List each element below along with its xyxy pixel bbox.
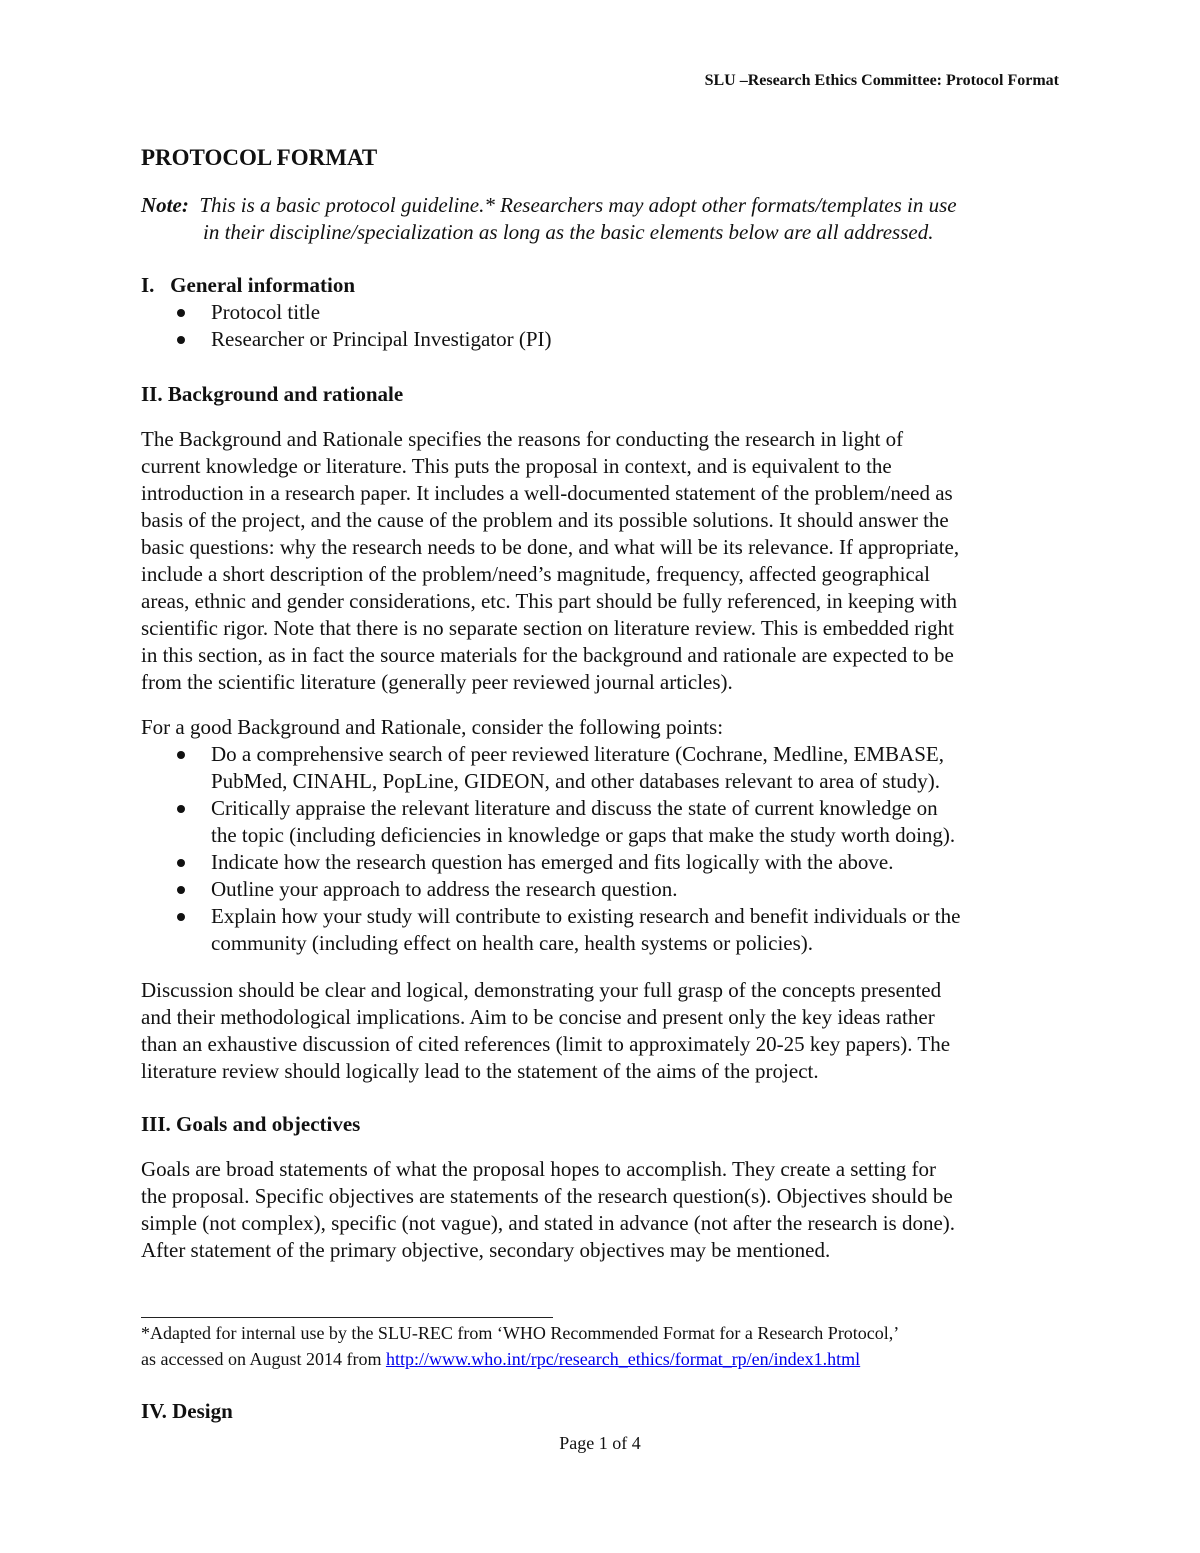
general-info-list: [141, 299, 552, 353]
text-line: basic questions: why the research needs to be done, and what will be its relevance. If appropriate,: [141, 535, 960, 559]
bullet-line: Researcher or Principal Investigator (PI): [211, 327, 552, 351]
bullet-line: Explain how your study will contribute to existing research and benefit individuals or the: [211, 904, 961, 928]
bullet-line: the topic (including deficiencies in knowledge or gaps that make the study worth doing).: [211, 823, 956, 847]
text-line: include a short description of the problem/need’s magnitude, frequency, affected geographical: [141, 562, 930, 586]
footnote-line: *Adapted for internal use by the SLU-REC from ‘WHO Recommended Format for a Research Protocol,’: [141, 1323, 900, 1343]
bullet-line: Protocol title: [211, 300, 321, 324]
footnote: [141, 1320, 899, 1372]
page-number: Page 1 of 4: [559, 1433, 641, 1453]
bullet-item: [141, 741, 960, 795]
note-line: in their discipline/specialization as long as the basic elements below are all addressed.: [203, 220, 934, 244]
text-line: in this section, as in fact the source materials for the background and rationale are expected to be: [141, 643, 954, 667]
section-heading-design: IV. Design: [141, 1399, 233, 1423]
bullet-item: [141, 903, 960, 957]
bullet-item: [141, 849, 960, 876]
text-line: Discussion should be clear and logical, demonstrating your full grasp of the concepts presented: [141, 978, 942, 1002]
text-line: and their methodological implications. Aim to be concise and present only the key ideas rather: [141, 1005, 935, 1029]
note: [141, 192, 957, 246]
bullet-item: [141, 795, 960, 849]
bullet-line: Critically appraise the relevant literature and discuss the state of current knowledge on: [211, 796, 938, 820]
text-line: than an exhaustive discussion of cited references (limit to approximately 20-25 key papers). The: [141, 1032, 951, 1056]
goals-paragraph: [141, 1156, 955, 1264]
bullet-line: Indicate how the research question has emerged and fits logically with the above.: [211, 850, 894, 874]
text-line: from the scientific literature (generally peer reviewed journal articles).: [141, 670, 733, 694]
discussion-paragraph: [141, 977, 950, 1085]
text-line: Goals are broad statements of what the proposal hopes to accomplish. They create a setting for: [141, 1157, 937, 1181]
bullet-line: Outline your approach to address the research question.: [211, 877, 678, 901]
bullet-line: community (including effect on health care, health systems or policies).: [211, 931, 814, 955]
text-line: simple (not complex), specific (not vague), and stated in advance (not after the research is done).: [141, 1211, 956, 1235]
background-paragraph: [141, 426, 959, 696]
background-points-list: [141, 741, 960, 957]
text-line: literature review should logically lead to the statement of the aims of the project.: [141, 1059, 819, 1083]
text-line: the proposal. Specific objectives are statements of the research question(s). Objectives should be: [141, 1184, 953, 1208]
text-line: current knowledge or literature. This puts the proposal in context, and is equivalent to the: [141, 454, 892, 478]
text-line: The Background and Rationale specifies the reasons for conducting the research in light of: [141, 427, 904, 451]
text-line: scientific rigor. Note that there is no separate section on literature review. This is embedded right: [141, 616, 954, 640]
footnote-prefix: as accessed on August 2014 from: [141, 1349, 386, 1369]
footnote-separator: [141, 1317, 553, 1318]
section-heading-background: II. Background and rationale: [141, 382, 404, 406]
page-title: PROTOCOL FORMAT: [141, 145, 378, 170]
note-line: This is a basic protocol guideline.* Researchers may adopt other formats/templates in use: [199, 193, 957, 217]
text-line: introduction in a research paper. It includes a well-documented statement of the problem/need as: [141, 481, 953, 505]
bullet-item: [141, 299, 552, 326]
bullet-line: Do a comprehensive search of peer reviewed literature (Cochrane, Medline, EMBASE,: [211, 742, 944, 766]
note-label: Note:: [141, 193, 189, 217]
who-format-link[interactable]: http://www.who.int/rpc/research_ethics/format_rp/en/index1.html: [385, 1349, 861, 1369]
running-header: SLU –Research Ethics Committee: Protocol Format: [704, 72, 1059, 89]
background-intro: For a good Background and Rationale, consider the following points:: [141, 715, 724, 739]
text-line: After statement of the primary objective, secondary objectives may be mentioned.: [141, 1238, 831, 1262]
bullet-item: [141, 326, 552, 353]
section-heading-goals: III. Goals and objectives: [141, 1112, 361, 1136]
bullet-line: PubMed, CINAHL, PopLine, GIDEON, and other databases relevant to area of study).: [211, 769, 940, 793]
bullet-item: [141, 876, 960, 903]
text-line: areas, ethnic and gender considerations, etc. This part should be fully referenced, in keeping with: [141, 589, 957, 613]
section-heading-general-information: I. General information: [141, 273, 356, 297]
text-line: basis of the project, and the cause of the problem and its possible solutions. It should answer the: [141, 508, 949, 532]
